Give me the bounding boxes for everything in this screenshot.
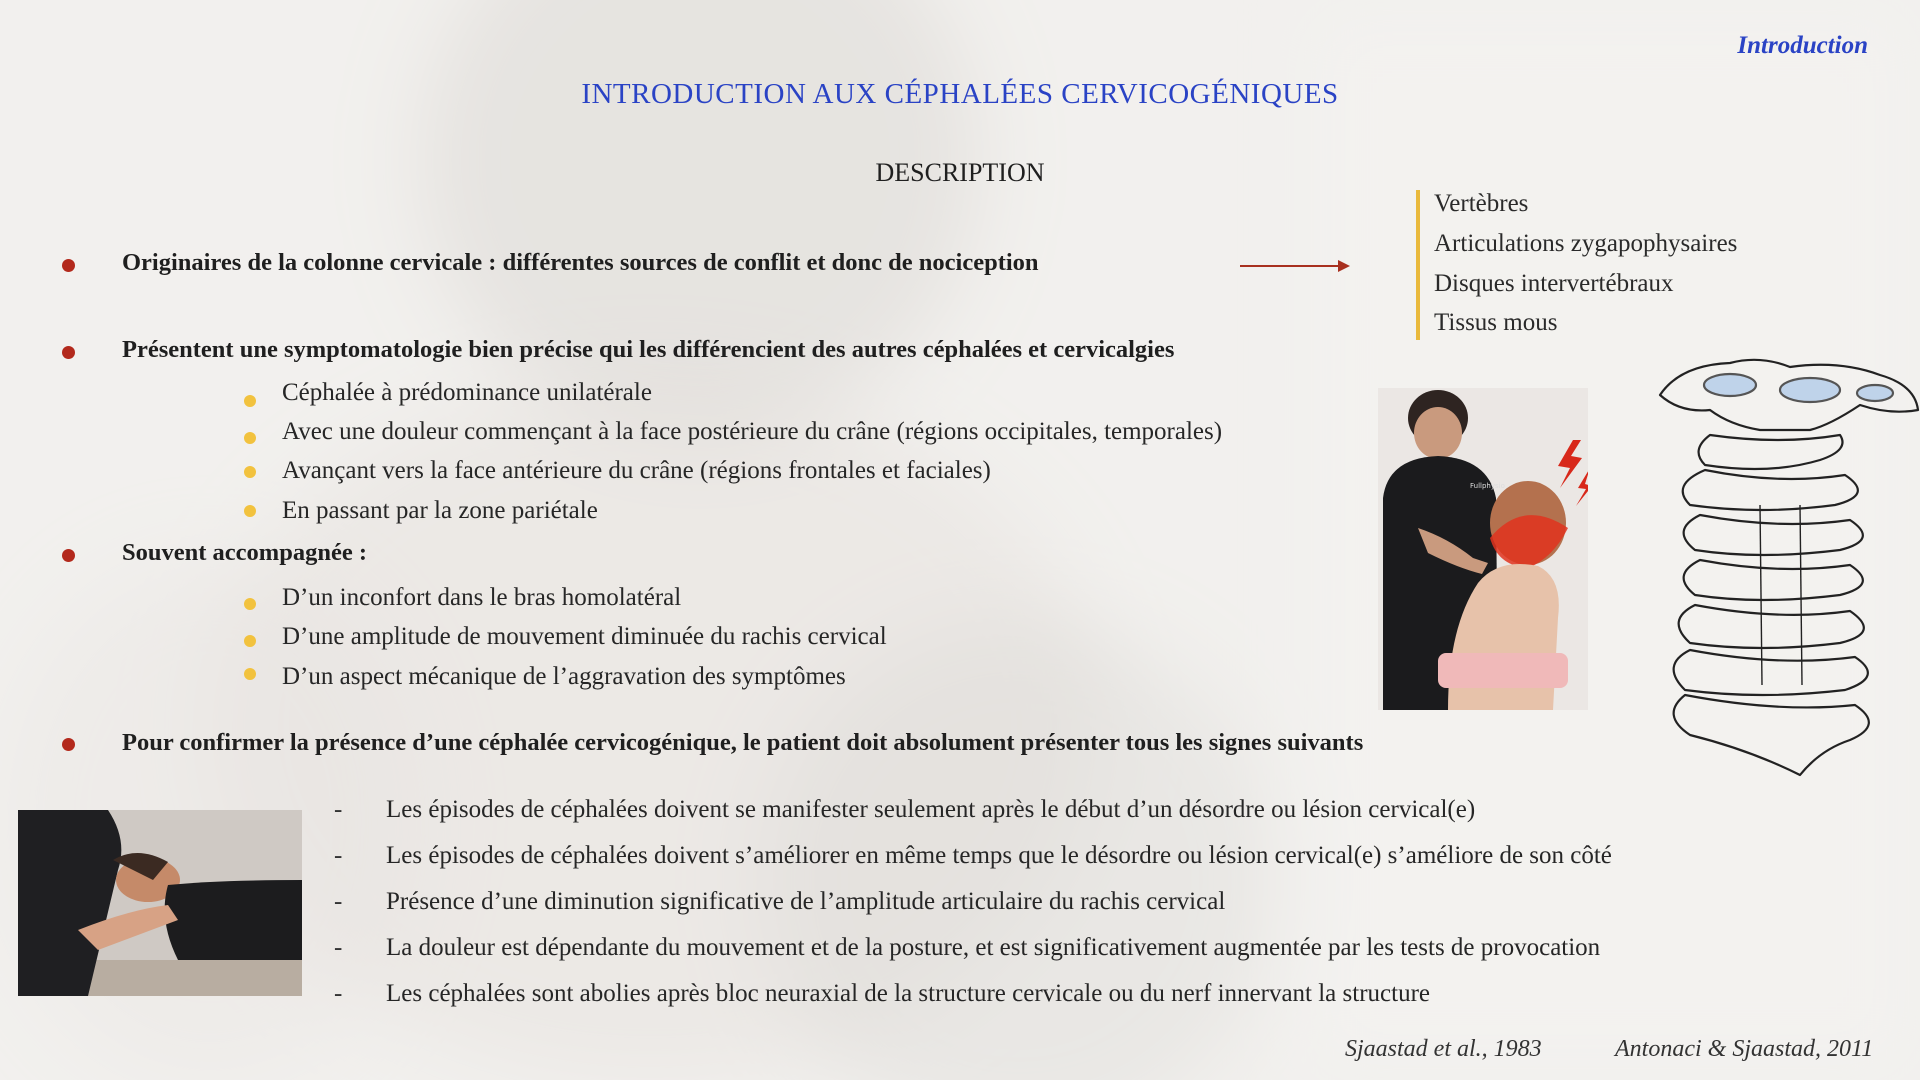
arrow-line xyxy=(1240,265,1340,267)
bullet-origin: Originaires de la colonne cervicale : différentes sources de conflit et donc de nociception xyxy=(122,249,1039,276)
source-item: Articulations zygapophysaires xyxy=(1434,230,1738,257)
bullet-dot xyxy=(62,549,75,562)
sub-bullet-dot xyxy=(244,432,256,444)
accompaniment-item: D’un inconfort dans le bras homolatéral xyxy=(282,584,682,611)
bullet-dot xyxy=(62,738,75,751)
sub-bullet-dot xyxy=(244,505,256,517)
slide-subtitle: DESCRIPTION xyxy=(875,158,1045,187)
bullet-accompanied: Souvent accompagnée : xyxy=(122,539,367,566)
criterion-item: Les épisodes de céphalées doivent s’améliorer en même temps que le désordre ou lésion cervical(e) s’améliore de son côté xyxy=(386,842,1612,869)
sub-bullet-dot xyxy=(244,598,256,610)
dash-marker: - xyxy=(334,796,343,823)
dash-marker: - xyxy=(334,842,343,869)
treatment-photo xyxy=(18,810,302,996)
source-item: Disques intervertébraux xyxy=(1434,270,1674,297)
cervical-spine-illustration xyxy=(1650,355,1920,780)
bullet-confirm: Pour confirmer la présence d’une céphalée cervicogénique, le patient doit absolument présenter tous les signes suivants xyxy=(122,729,1364,756)
reference-1: Sjaastad et al., 1983 xyxy=(1345,1036,1542,1062)
sub-bullet-dot xyxy=(244,635,256,647)
symptom-item: Avançant vers la face antérieure du crâne (régions frontales et faciales) xyxy=(282,457,991,484)
accompaniment-item: D’un aspect mécanique de l’aggravation des symptômes xyxy=(282,663,846,690)
dash-marker: - xyxy=(334,888,343,915)
sub-bullet-dot xyxy=(244,466,256,478)
source-item: Vertèbres xyxy=(1434,190,1529,217)
accompaniment-item: D’une amplitude de mouvement diminuée du rachis cervical xyxy=(282,623,887,650)
bullet-dot xyxy=(62,259,75,272)
slide-title: INTRODUCTION AUX CÉPHALÉES CERVICOGÉNIQUES xyxy=(581,78,1339,110)
criterion-item: Les céphalées sont abolies après bloc neuraxial de la structure cervicale ou du nerf innervant la structure xyxy=(386,980,1430,1007)
criterion-item: Les épisodes de céphalées doivent se manifester seulement après le début d’un désordre ou lésion cervical(e) xyxy=(386,796,1476,823)
bullet-symptomatology: Présentent une symptomatologie bien précise qui les différencient des autres céphalées et cervicalgies xyxy=(122,336,1175,363)
dash-marker: - xyxy=(334,980,343,1007)
sources-bar xyxy=(1416,190,1420,340)
symptom-item: En passant par la zone pariétale xyxy=(282,497,598,524)
source-item: Tissus mous xyxy=(1434,309,1558,336)
sub-bullet-dot xyxy=(244,668,256,680)
criterion-item: La douleur est dépendante du mouvement et de la posture, et est significativement augmentée par les tests de provocation xyxy=(386,934,1601,961)
sub-bullet-dot xyxy=(244,395,256,407)
symptom-item: Avec une douleur commençant à la face postérieure du crâne (régions occipitales, temporales) xyxy=(282,418,1223,445)
shirt-logo: Fullphysio xyxy=(1470,482,1505,490)
symptom-item: Céphalée à prédominance unilatérale xyxy=(282,379,652,406)
reference-2: Antonaci & Sjaastad, 2011 xyxy=(1615,1036,1874,1062)
bullet-dot xyxy=(62,346,75,359)
dash-marker: - xyxy=(334,934,343,961)
arrow-right-icon xyxy=(1338,260,1350,272)
section-tag: Introduction xyxy=(1737,32,1868,59)
exam-photo xyxy=(1378,388,1588,710)
criterion-item: Présence d’une diminution significative de l’amplitude articulaire du rachis cervical xyxy=(386,888,1226,915)
